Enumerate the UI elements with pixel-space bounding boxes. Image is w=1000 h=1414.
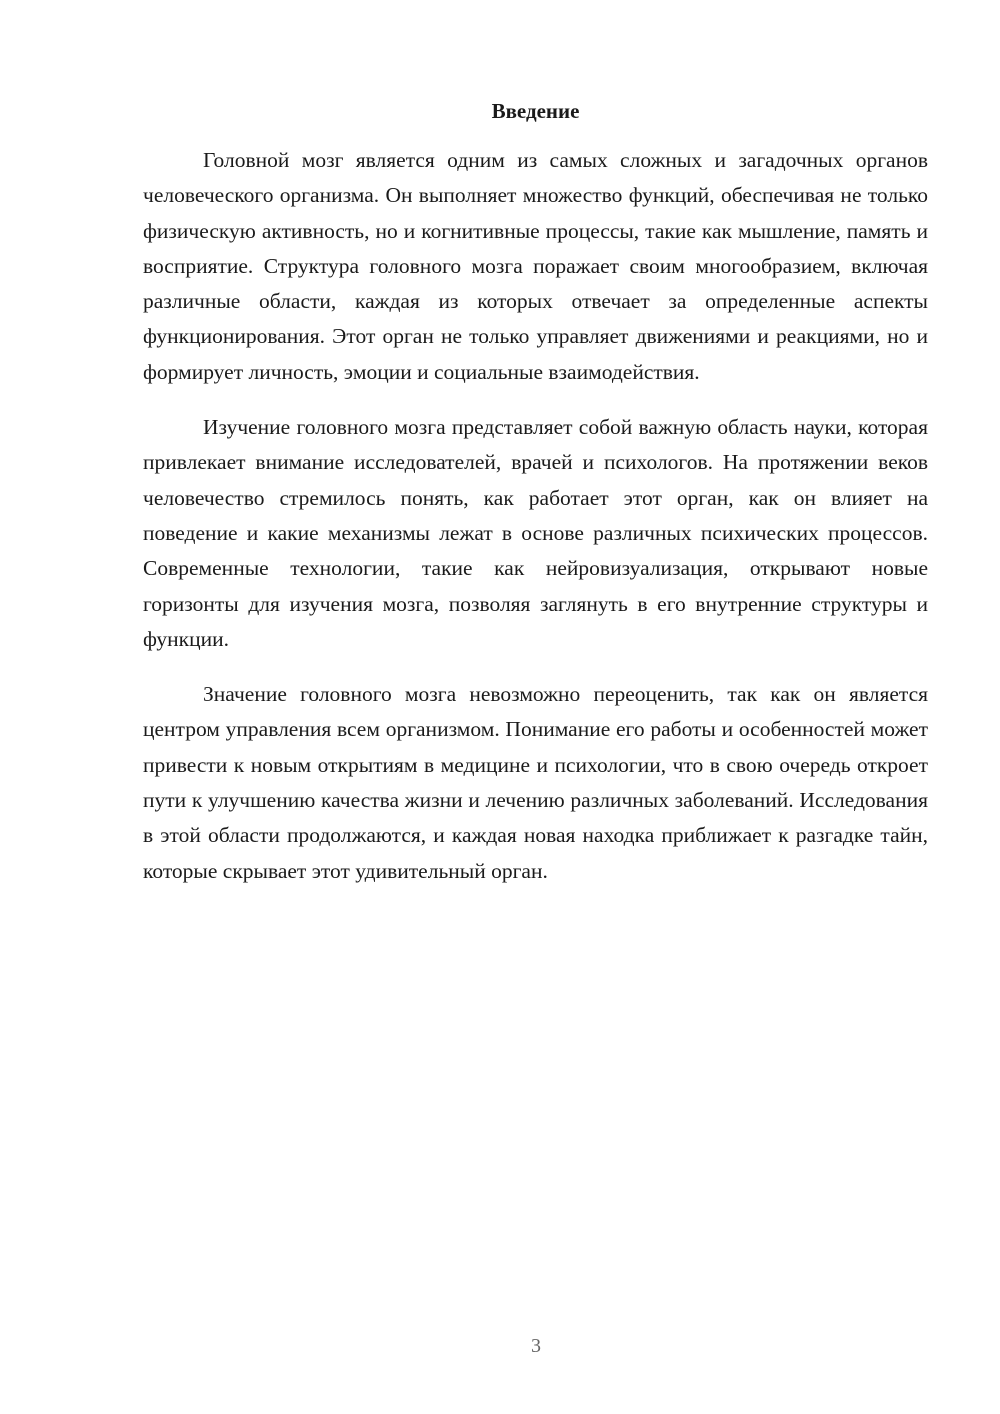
page-number: 3 [531, 1335, 541, 1357]
paragraph-3: Значение головного мозга невозможно переоценить, так как он является центром управления всем организмом. Понимание его работы и особенностей может привести к новым открытиям в медицине и психологии, что в свою очередь откроет пути к улучшению качества жизни и лечению различных заболеваний. Исследования в этой области продолжаются, и каждая новая находка приближает к разгадке тайн, которые скрывает этот удивительный орган. [143, 682, 928, 883]
paragraph-1: Головной мозг является одним из самых сложных и загадочных органов человеческого организма. Он выполняет множество функций, обеспечивая не только физическую активность, но и когнитивные процессы, такие как мышление, память и восприятие. Структура головного мозга поражает своим многообразием, включая различные области, каждая из которых отвечает за определенные аспекты функционирования. Этот орган не только управляет движениями и реакциями, но и формирует личность, эмоции и социальные взаимодействия. [143, 148, 928, 384]
body-text [143, 143, 928, 889]
section-title: Введение [491, 99, 580, 123]
paragraph-2: Изучение головного мозга представляет собой важную область науки, которая привлекает внимание исследователей, врачей и психологов. На протяжении веков человечество стремилось понять, как работает этот орган, как он влияет на поведение и какие механизмы лежат в основе различных психических процессов. Современные технологии, такие как нейровизуализация, открывают новые горизонты для изучения мозга, позволяя заглянуть в его внутренние структуры и функции. [143, 415, 928, 651]
